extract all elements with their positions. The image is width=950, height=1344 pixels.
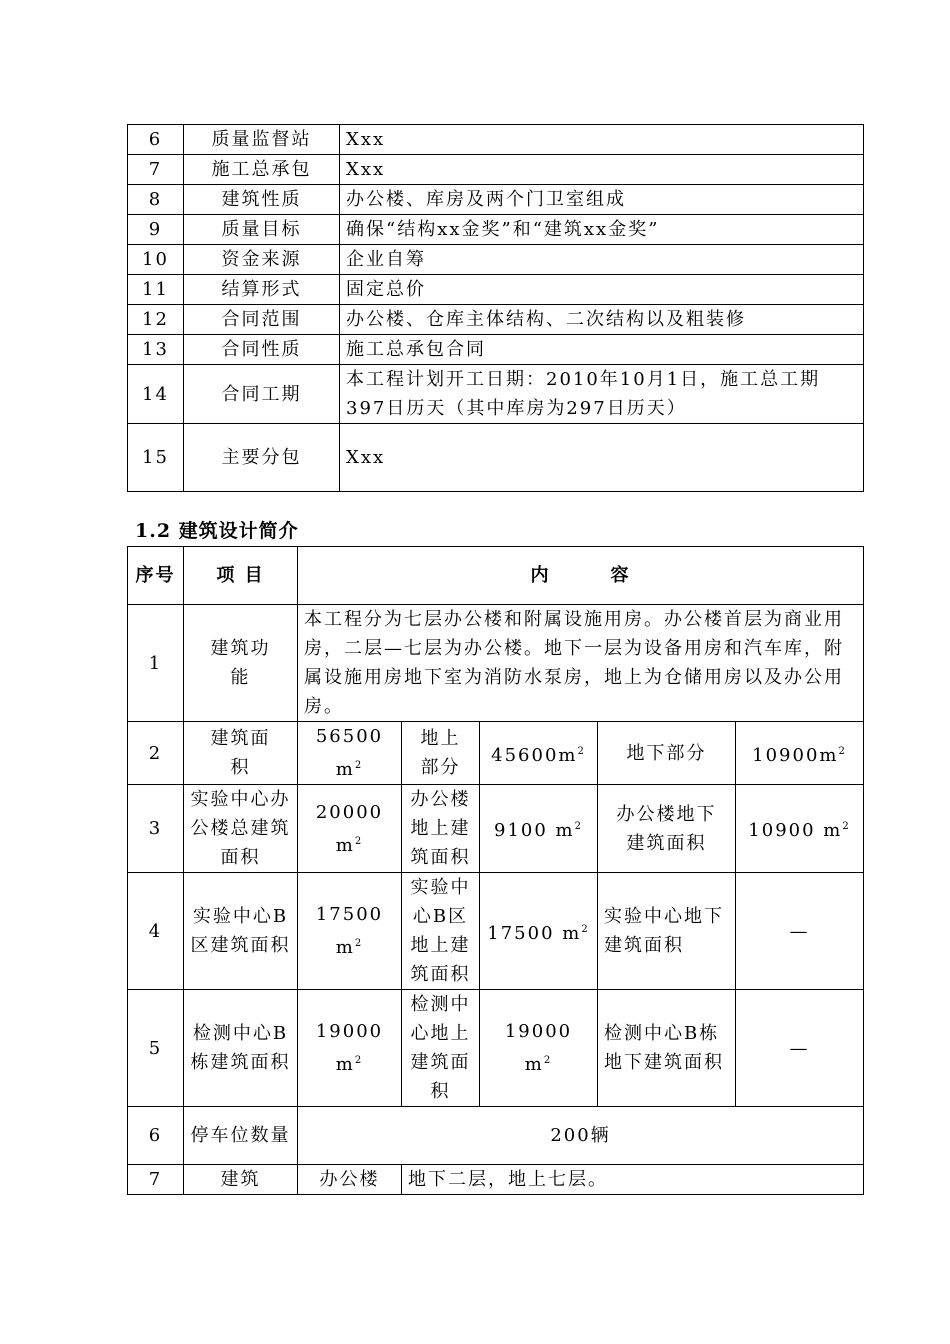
row-value: Xxx [340,424,864,492]
row-number: 5 [128,990,184,1107]
row-value: Xxx [340,125,864,155]
row-number: 2 [128,722,184,785]
area-below: 10900 $m^2$ [736,785,864,873]
header-row [128,547,864,605]
row-value: Xxx [340,155,864,185]
table-row [128,605,864,722]
area-total: 20000 $m^2$ [298,785,402,873]
row-value: 办公楼、仓库主体结构、二次结构以及粗装修 [340,305,864,335]
architecture-design-table [127,546,864,1195]
table-row [128,125,864,155]
table-row [128,1165,864,1195]
table-row [128,305,864,335]
table-row [128,424,864,492]
area-label: 检测中心B栋地下建筑面积 [598,990,736,1107]
row-number: 8 [128,185,184,215]
parking-count: 200辆 [298,1107,864,1165]
table-row [128,275,864,305]
row-item: 建筑性质 [184,185,340,215]
row-number: 15 [128,424,184,492]
row-number: 14 [128,365,184,424]
row-number: 7 [128,155,184,185]
table-row [128,365,864,424]
row-value: 施工总承包合同 [340,335,864,365]
table-row [128,873,864,990]
row-item: 合同工期 [184,365,340,424]
row-number: 6 [128,125,184,155]
header-content: 内 容 [298,547,864,605]
row-number: 4 [128,873,184,990]
area-total: 56500 $m^2$ [298,722,402,785]
row-item: 施工总承包 [184,155,340,185]
row-item: 合同性质 [184,335,340,365]
row-number: 13 [128,335,184,365]
table-row [128,785,864,873]
table-row [128,185,864,215]
row-item: 停车位数量 [184,1107,298,1165]
area-label: 地下部分 [598,722,736,785]
area-label: 实验中心B区地上建筑面积 [402,873,480,990]
row-item: 质量监督站 [184,125,340,155]
row-value: 确保“结构xx金奖”和“建筑xx金奖” [340,215,864,245]
header-number: 序号 [128,547,184,605]
building-floors: 地下二层，地上七层。 [402,1165,864,1195]
row-item: 实验中心B区建筑面积 [184,873,298,990]
table-row [128,990,864,1107]
building-name: 办公楼 [298,1165,402,1195]
area-label: 地上部分 [402,722,480,785]
area-below: $10900m^2$ [736,722,864,785]
area-below: — [736,990,864,1107]
row-item: 建筑面积 [184,722,298,785]
area-above: 9100 $m^2$ [480,785,598,873]
row-number: 11 [128,275,184,305]
area-above: $45600m^2$ [480,722,598,785]
row-item: 建筑功能 [184,605,298,722]
table-row [128,335,864,365]
header-item: 项 目 [184,547,298,605]
row-item: 结算形式 [184,275,340,305]
area-below: — [736,873,864,990]
row-number: 3 [128,785,184,873]
row-item: 主要分包 [184,424,340,492]
area-label: 实验中心地下建筑面积 [598,873,736,990]
row-value: 本工程计划开工日期：2010年10月1日，施工总工期397日历天（其中库房为297日历天） [340,365,864,424]
row-number: 9 [128,215,184,245]
row-number: 12 [128,305,184,335]
row-number: 10 [128,245,184,275]
row-item: 实验中心办公楼总建筑面积 [184,785,298,873]
table-row [128,215,864,245]
row-item: 合同范围 [184,305,340,335]
area-above: 19000 $m^2$ [480,990,598,1107]
table-row [128,1107,864,1165]
row-item: 建筑 [184,1165,298,1195]
section-title: 1.2 建筑设计简介 [135,520,299,542]
table-row [128,722,864,785]
row-content: 本工程分为七层办公楼和附属设施用房。办公楼首层为商业用房，二层—七层为办公楼。地下一层为设备用房和汽车库，附属设施用房地下室为消防水泵房，地上为仓储用房以及办公用房。 [298,605,864,722]
area-total: 19000 $m^2$ [298,990,402,1107]
table-row [128,245,864,275]
row-value: 固定总价 [340,275,864,305]
table-row [128,155,864,185]
row-item: 质量目标 [184,215,340,245]
area-label: 检测中心地上建筑面积 [402,990,480,1107]
row-item: 资金来源 [184,245,340,275]
row-item: 检测中心B栋建筑面积 [184,990,298,1107]
area-total: 17500 $m^2$ [298,873,402,990]
project-info-table [127,124,864,492]
row-value: 企业自筹 [340,245,864,275]
row-number: 1 [128,605,184,722]
area-label: 办公楼地下建筑面积 [598,785,736,873]
row-number: 6 [128,1107,184,1165]
row-number: 7 [128,1165,184,1195]
row-value: 办公楼、库房及两个门卫室组成 [340,185,864,215]
area-above: 17500 $m^2$ [480,873,598,990]
area-label: 办公楼地上建筑面积 [402,785,480,873]
